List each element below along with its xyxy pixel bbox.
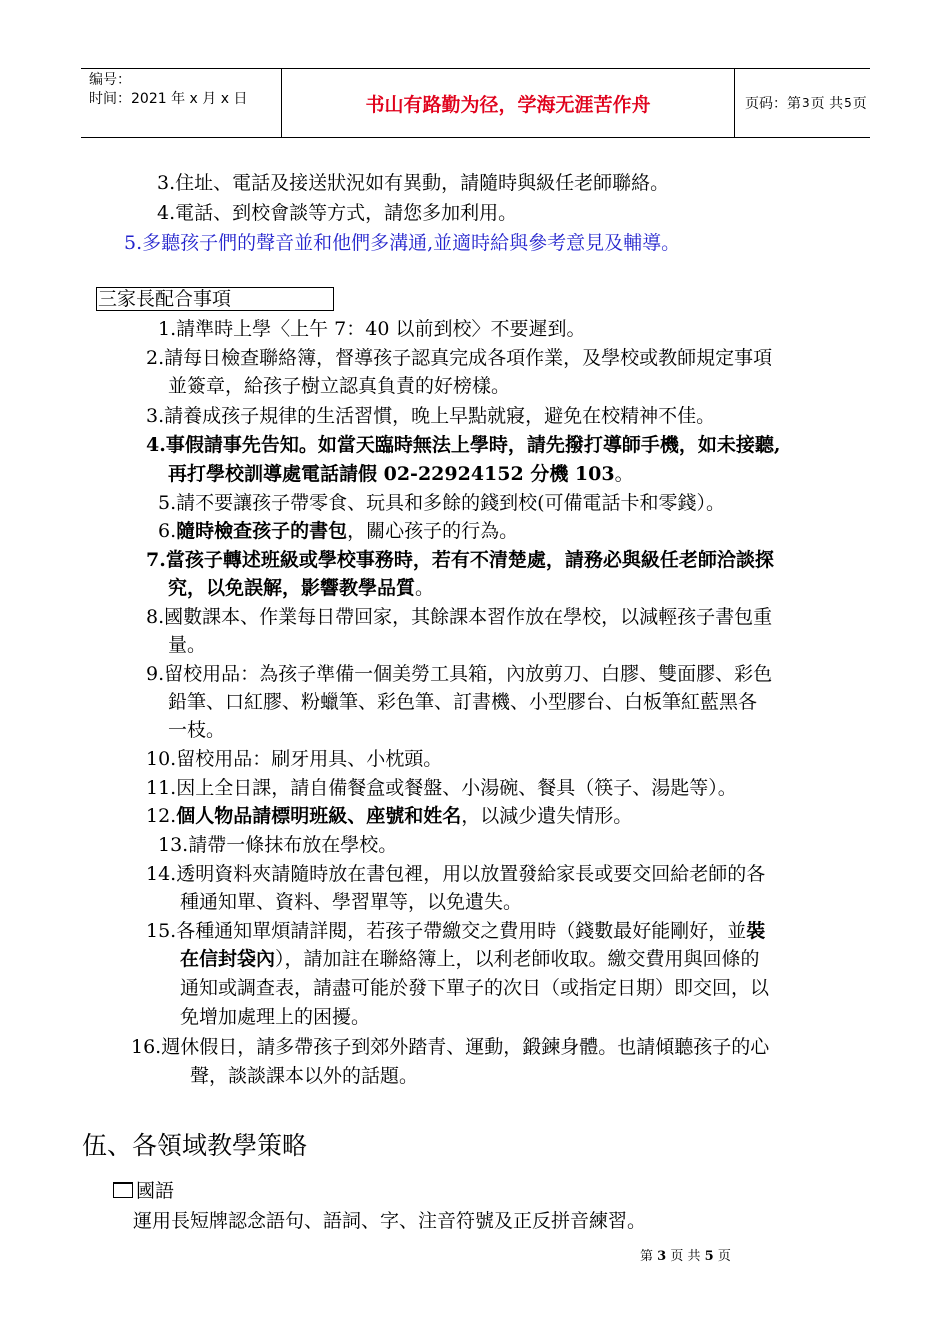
list-item-continuation: 種通知單、資料、學習單等，以免遺失。 bbox=[180, 891, 523, 913]
header-page-prefix: 页码：第 bbox=[745, 96, 801, 112]
subsection-title bbox=[113, 1179, 174, 1203]
item-text: 15.各種通知單煩請詳閱，若孩子帶繳交之費用時（錢數最好能剛好，並 bbox=[146, 920, 747, 942]
list-item bbox=[158, 518, 518, 544]
header-page-number bbox=[735, 69, 870, 137]
list-item-continuation: 免增加處理上的困擾。 bbox=[180, 1006, 371, 1028]
list-item: 16.週休假日，請多帶孩子到郊外踏青、運動，鍛鍊身體。也請傾聽孩子的心 bbox=[131, 1036, 770, 1058]
list-item: 3.住址、電話及接送狀況如有異動，請隨時與級任老師聯絡。 bbox=[157, 172, 670, 194]
list-item: 9.留校用品：為孩子準備一個美勞工具箱，內放剪刀、白膠、雙面膠、彩色 bbox=[146, 663, 773, 685]
checkbox-icon bbox=[113, 1182, 133, 1198]
bold-text: 隨時檢查孩子的書包 bbox=[176, 520, 348, 542]
header-meta bbox=[81, 69, 282, 137]
list-item-continuation bbox=[168, 461, 634, 487]
list-item bbox=[146, 803, 632, 829]
page-footer bbox=[640, 1248, 731, 1266]
item-text: ），請加註在聯絡簿上，以利老師收取。繳交費用與回條的 bbox=[275, 948, 760, 970]
list-item: 13.請帶一條抹布放在學校。 bbox=[158, 834, 398, 856]
footer-suffix: 页 bbox=[717, 1249, 731, 1264]
item-text: ，關心孩子的行為。 bbox=[347, 520, 519, 542]
list-item-continuation: 一枝。 bbox=[168, 719, 226, 741]
item-number: 12. bbox=[146, 805, 177, 827]
section-heading: 伍、各領域教學策略 bbox=[82, 1131, 308, 1160]
punct: 。 bbox=[415, 577, 435, 599]
header-page-suffix: 页 bbox=[852, 96, 867, 112]
list-item: 4.事假請事先告知。如當天臨時無法上學時，請先撥打導師手機，如未接聽, bbox=[146, 434, 781, 456]
item-text: ，以減少遺失情形。 bbox=[461, 805, 633, 827]
list-item: 4.電話、到校會談等方式，請您多加利用。 bbox=[157, 202, 518, 224]
subsection-label: 國語 bbox=[136, 1180, 175, 1202]
bold-text: 究，以免誤解，影響教學品質 bbox=[168, 577, 416, 599]
header-page-total: 5 bbox=[844, 96, 852, 110]
list-item-continuation: 並簽章，給孩子樹立認真負責的好榜樣。 bbox=[168, 375, 511, 397]
page-header bbox=[81, 68, 870, 138]
list-item-continuation bbox=[168, 575, 434, 601]
footer-page-num: 3 bbox=[657, 1249, 667, 1264]
bold-text: 在信封袋內 bbox=[180, 948, 276, 970]
footer-mid: 页 共 bbox=[670, 1249, 701, 1264]
paragraph: 運用長短牌認念語句、語詞、字、注音符號及正反拼音練習。 bbox=[133, 1210, 647, 1232]
section-title-boxed: 三家長配合事項 bbox=[96, 287, 334, 311]
list-item: 14.透明資料夾請隨時放在書包裡，用以放置發給家長或要交回給老師的各 bbox=[146, 863, 766, 885]
list-item: 2.請每日檢查聯絡簿，督導孩子認真完成各項作業，及學校或教師規定事項 bbox=[146, 347, 773, 369]
list-item: 1.請準時上學〈上午 7：40 以前到校〉不要遲到。 bbox=[158, 318, 586, 340]
list-item bbox=[146, 918, 765, 944]
list-item: 7.當孩子轉述班級或學校事務時，若有不清楚處，請務必與級任老師洽談探 bbox=[146, 549, 774, 571]
header-id-label: 编号： bbox=[89, 72, 131, 88]
list-item: 5.請不要讓孩子帶零食、玩具和多餘的錢到校(可備電話卡和零錢）。 bbox=[158, 492, 726, 514]
punct: 。 bbox=[614, 463, 634, 485]
header-motto: 书山有路勤为径，学海无涯苦作舟 bbox=[282, 69, 735, 137]
footer-prefix: 第 bbox=[640, 1249, 654, 1264]
header-page-mid: 页 共 bbox=[810, 96, 844, 112]
bold-text: 裝 bbox=[746, 920, 766, 942]
footer-total: 5 bbox=[704, 1249, 714, 1264]
list-item-continuation: 鉛筆、口紅膠、粉蠟筆、彩色筆、訂書機、小型膠台、白板筆紅藍黑各 bbox=[168, 691, 758, 713]
list-item: 3.請養成孩子規律的生活習慣，晚上早點就寢，避免在校精神不佳。 bbox=[146, 405, 716, 427]
list-item-continuation: 通知或調查表，請盡可能於發下單子的次日（或指定日期）即交回，以 bbox=[180, 977, 770, 999]
list-item: 5.多聽孩子們的聲音並和他們多溝通,並適時給與參考意見及輔導。 bbox=[124, 232, 681, 254]
header-time-label: 时间：2021 年 x 月 x 日 bbox=[89, 91, 248, 107]
list-item-continuation: 量。 bbox=[168, 634, 207, 656]
header-page-num: 3 bbox=[802, 96, 810, 110]
list-item: 10.留校用品：刷牙用具、小枕頭。 bbox=[146, 748, 443, 770]
list-item-continuation bbox=[180, 946, 760, 972]
bold-text: 個人物品請標明班級、座號和姓名 bbox=[176, 805, 462, 827]
list-item: 11.因上全日課，請自備餐盒或餐盤、小湯碗、餐具（筷子、湯匙等）。 bbox=[146, 777, 737, 799]
item-number: 6. bbox=[158, 520, 177, 542]
list-item: 8.國數課本、作業每日帶回家，其餘課本習作放在學校，以減輕孩子書包重 bbox=[146, 606, 773, 628]
bold-text: 再打學校訓導處電話請假 02-22924152 分機 103 bbox=[168, 463, 615, 485]
list-item-continuation: 聲，談談課本以外的話題。 bbox=[190, 1065, 419, 1087]
